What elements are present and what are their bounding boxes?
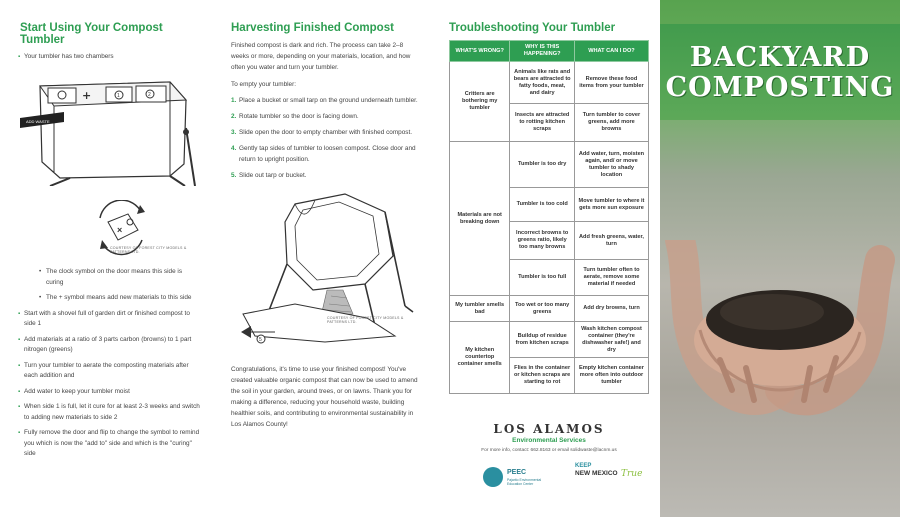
cause-cell: Tumbler is too dry <box>510 142 575 188</box>
illustration-credit-1: COURTESY OF FOREST CITY MODELS & PATTERNS LTD. <box>110 245 187 254</box>
problem-cell: My kitchen countertop container smells <box>450 322 510 394</box>
step-3 <box>231 127 423 138</box>
fix-cell: Empty kitchen container more often into outdoor tumbler <box>574 358 648 394</box>
tumbler-chambers-illustration <box>20 68 200 186</box>
column-troubleshooting <box>435 0 660 517</box>
table-row <box>450 322 649 358</box>
step-text: Place a bucket or small tarp on the ground underneath tumbler. <box>239 97 418 104</box>
svg-text:1: 1 <box>117 92 120 99</box>
step-2 <box>231 111 423 122</box>
true-script: True <box>621 469 643 479</box>
fix-cell: Move tumbler to where it gets more sun exposure <box>574 188 648 222</box>
clock-symbol-note: • The clock symbol on the door means this side is curing <box>20 266 201 288</box>
plus-symbol-note: • The + symbol means add new materials to this side <box>20 292 201 303</box>
list-item: ▪ Add water to keep your tumbler moist <box>20 387 201 398</box>
step-text: Rotate tumbler so the door is facing down. <box>239 113 359 120</box>
fix-cell: Turn tumbler to cover greens, add more browns <box>574 104 648 142</box>
symbol-list <box>20 266 201 303</box>
cover-title-line-1: BACKYARD <box>689 42 871 73</box>
column-start-using <box>0 0 215 517</box>
cover-title-line-2: COMPOSTING <box>665 72 895 103</box>
step-5 <box>231 170 423 181</box>
table-header-row <box>450 41 649 62</box>
cause-cell: Buildup of residue from kitchen scraps <box>510 322 575 358</box>
svg-text:ADD WASTE: ADD WASTE <box>26 118 50 124</box>
cause-cell: Animals like rats and bears are attracted to fatty foods, meat, and dairy <box>510 62 575 104</box>
cause-cell: Insects are attracted to rotting kitchen scraps <box>510 104 575 142</box>
harvest-outro: Congratulations, it's time to use your finished compost! You've created valuable organic compost that can now be used to amend the soil in your garden, around trees, or on lawns. Thank you for making a difference, reducing your household waste, building healthier soils, and contributing to environmental sustainability in Los Alamos County! <box>231 366 418 428</box>
cause-cell: Too wet or too many greens <box>510 296 575 322</box>
step-number: 5. <box>231 172 237 179</box>
org-logo: LOS ALAMOS <box>493 422 605 436</box>
step-number: 1. <box>231 97 237 104</box>
fix-cell: Remove these food items from your tumbler <box>574 62 648 104</box>
instructions-list <box>20 309 201 460</box>
step-number: 3. <box>231 129 237 136</box>
hands-soil-illustration <box>660 240 900 500</box>
list-item: ▪ When side 1 is full, let it cure for at least 2-3 weeks and switch to adding new materials to side 2 <box>20 402 201 423</box>
table-row <box>450 62 649 104</box>
header-cell: WHAT'S WRONG? <box>450 41 510 62</box>
section-title-harvest: Harvesting Finished Compost <box>231 22 394 34</box>
cause-cell: Tumbler is too full <box>510 260 575 296</box>
partner-logos <box>449 463 649 503</box>
cause-cell: Flies in the container or kitchen scraps are starting to rot <box>510 358 575 394</box>
list-item: ▪ Start with a shovel full of garden dirt or finished compost to side 1 <box>20 309 201 330</box>
table-row <box>450 296 649 322</box>
illustration-credit-2: COURTESY OF FOREST CITY MODELS & PATTERNS LTD. <box>327 316 404 324</box>
org-block <box>449 422 649 453</box>
header-cell: WHAT CAN I DO? <box>574 41 648 62</box>
fix-cell: Wash kitchen compost container (they're dishwasher safe!) and dry <box>574 322 648 358</box>
problem-cell: My tumbler smells bad <box>450 296 510 322</box>
step-text: Slide open the door to empty chamber with finished compost. <box>239 129 412 136</box>
column-harvesting <box>215 0 435 517</box>
cause-cell: Tumbler is too cold <box>510 188 575 222</box>
step-number: 2. <box>231 113 237 120</box>
contact-line: For more info, contact: 662.8163 or email solidwaste@lacnm.us <box>481 448 617 453</box>
troubleshooting-table <box>449 40 649 394</box>
harvest-intro: Finished compost is dark and rich. The process can take 2–8 weeks or more, depending on your materials, location, and how often you water and turn your tumbler. <box>231 42 411 71</box>
step-4 <box>231 143 423 165</box>
step-number: 4. <box>231 145 237 152</box>
fix-cell: Add water, turn, moisten again, and/ or move tumbler to shady location <box>574 142 648 188</box>
fix-cell: Turn tumbler often to aerate, remove some material if needed <box>574 260 648 296</box>
list-item: ▪ Turn your tumbler to aerate the composting materials after each addition and <box>20 361 201 382</box>
fix-cell: Add fresh greens, water, turn <box>574 222 648 260</box>
harvest-lead: To empty your tumbler: <box>231 81 296 88</box>
peec-icon <box>483 467 503 487</box>
steps-list <box>231 95 423 181</box>
peec-tagline: Pajarito Environmental Education Center <box>507 478 542 486</box>
cover-panel <box>660 0 900 517</box>
problem-cell: Critters are bothering my tumbler <box>450 62 510 142</box>
new-mexico-text: NEW MEXICO <box>575 470 618 477</box>
section-title-trouble: Troubleshooting Your Tumbler <box>449 22 616 34</box>
table-row <box>450 142 649 188</box>
step-text: Slide out tarp or bucket. <box>239 172 307 179</box>
intro-bullet: ▪ Your tumbler has two chambers <box>20 52 201 63</box>
list-item: ▪ Add materials at a ratio of 3 parts carbon (browns) to 1 part nitrogen (greens) <box>20 335 201 356</box>
keep-nm-true-logo <box>575 463 643 479</box>
peec-name: PEEC <box>507 469 527 476</box>
svg-text:+: + <box>82 88 92 102</box>
org-subtitle: Environmental Services <box>512 437 586 444</box>
step-text: Gently tap sides of tumbler to loosen compost. Close door and return to upright position. <box>239 145 416 163</box>
fix-cell: Add dry browns, turn <box>574 296 648 322</box>
svg-text:2: 2 <box>148 91 151 98</box>
step-1 <box>231 95 423 106</box>
keep-text: KEEP <box>575 463 592 469</box>
header-cell: WHY IS THIS HAPPENING? <box>510 41 575 62</box>
problem-cell: Materials are not breaking down <box>450 142 510 296</box>
svg-text:5: 5 <box>259 337 262 343</box>
section-title-start: Start Using Your Compost Tumbler <box>20 22 163 46</box>
list-item: ▪ Fully remove the door and flip to change the symbol to remind you which is now the "add to" side and which is the "curing" side <box>20 428 201 460</box>
svg-text:×: × <box>117 224 123 235</box>
cause-cell: Incorrect browns to greens ratio, likely too many browns <box>510 222 575 260</box>
